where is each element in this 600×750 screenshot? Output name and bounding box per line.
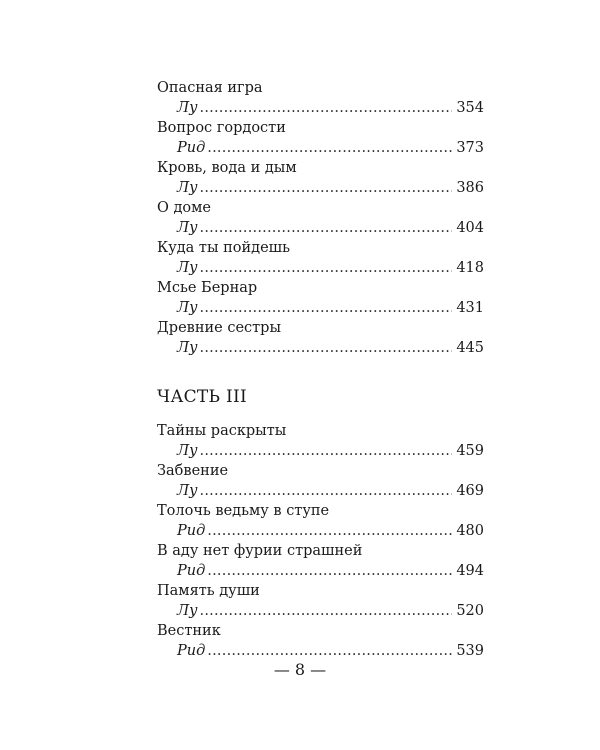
toc-entry — [157, 581, 484, 621]
narrator: Лу — [177, 483, 198, 499]
toc-line — [157, 338, 484, 358]
chapter-title: Вестник — [157, 623, 221, 639]
page-number: 480 — [456, 523, 484, 539]
chapter-title: Мсье Бернар — [157, 280, 258, 296]
page-number: 469 — [456, 483, 484, 499]
narrator: Рид — [177, 140, 206, 156]
toc-entry — [157, 501, 484, 541]
dot-leader — [200, 178, 452, 198]
dot-leader — [207, 641, 452, 661]
toc-line — [157, 641, 484, 661]
part-heading: ЧАСТЬ III — [157, 387, 248, 407]
toc-line — [157, 298, 484, 318]
dot-leader — [207, 138, 452, 158]
toc-line — [157, 601, 484, 621]
page-number: 354 — [456, 100, 484, 116]
toc-line — [157, 98, 484, 118]
dot-leader — [207, 561, 452, 581]
toc-entry — [157, 238, 484, 278]
narrator: Лу — [177, 300, 198, 316]
toc-line — [157, 258, 484, 278]
toc-entry — [157, 421, 484, 461]
chapter-title: О доме — [157, 200, 212, 216]
toc-entry — [157, 318, 484, 358]
chapter-title: Память души — [157, 583, 260, 599]
narrator: Лу — [177, 340, 198, 356]
page-number: 431 — [456, 300, 484, 316]
toc-line — [157, 521, 484, 541]
chapter-title: Кровь, вода и дым — [157, 160, 297, 176]
page-folio: — 8 — — [273, 660, 327, 679]
toc-line — [157, 178, 484, 198]
toc-entry — [157, 78, 484, 118]
page-number: 373 — [456, 140, 484, 156]
narrator: Лу — [177, 443, 198, 459]
narrator: Лу — [177, 100, 198, 116]
chapter-title: В аду нет фурии страшней — [157, 543, 363, 559]
page-number: 539 — [456, 643, 484, 659]
chapter-title: Древние сестры — [157, 320, 282, 336]
toc-entry — [157, 158, 484, 198]
page-number: 445 — [456, 340, 484, 356]
toc-entry — [157, 278, 484, 318]
narrator: Рид — [177, 643, 206, 659]
toc-entry — [157, 198, 484, 238]
dot-leader — [200, 98, 452, 118]
dot-leader — [207, 521, 452, 541]
page-number: 404 — [456, 220, 484, 236]
toc-line — [157, 218, 484, 238]
narrator: Лу — [177, 180, 198, 196]
table-of-contents — [157, 78, 484, 661]
toc-line — [157, 441, 484, 461]
toc-entry — [157, 461, 484, 501]
chapter-title: Опасная игра — [157, 80, 263, 96]
narrator: Лу — [177, 603, 198, 619]
dot-leader — [200, 258, 452, 278]
chapter-title: Тайны раскрыты — [157, 423, 287, 439]
narrator: Рид — [177, 563, 206, 579]
toc-line — [157, 481, 484, 501]
toc-entry — [157, 621, 484, 661]
toc-line — [157, 138, 484, 158]
dot-leader — [200, 218, 452, 238]
dot-leader — [200, 481, 452, 501]
page-number: 494 — [456, 563, 484, 579]
page-number: 520 — [456, 603, 484, 619]
chapter-title: Вопрос гордости — [157, 120, 286, 136]
chapter-title: Забвение — [157, 463, 229, 479]
narrator: Лу — [177, 260, 198, 276]
dot-leader — [200, 338, 452, 358]
toc-group-part-two — [157, 78, 484, 358]
dot-leader — [200, 601, 452, 621]
page-number: 459 — [456, 443, 484, 459]
page-number: 418 — [456, 260, 484, 276]
dot-leader — [200, 298, 452, 318]
toc-line — [157, 561, 484, 581]
dot-leader — [200, 441, 452, 461]
narrator: Рид — [177, 523, 206, 539]
chapter-title: Куда ты пойдешь — [157, 240, 291, 256]
chapter-title: Толочь ведьму в ступе — [157, 503, 330, 519]
narrator: Лу — [177, 220, 198, 236]
toc-entry — [157, 118, 484, 158]
toc-group-part-three — [157, 421, 484, 661]
toc-entry — [157, 541, 484, 581]
page-number: 386 — [456, 180, 484, 196]
